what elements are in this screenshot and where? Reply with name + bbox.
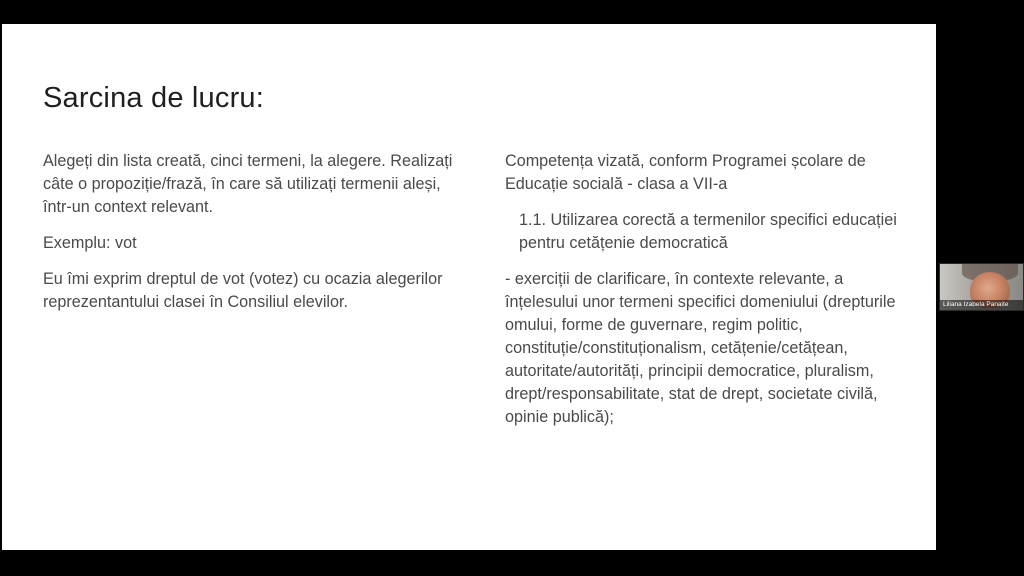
slide-title: Sarcina de lucru:: [43, 82, 265, 114]
activity-description: - exerciții de clarificare, în contexte relevante, a înțelesului unor termeni specifici domeniului (drepturile omului, forme de guvernare, regim politic, constituție/constituționalism, cetățenie/cetățean, autoritate/autorități, principii democratice, pluralism, drept/responsabilitate, stat de drept, societate civilă, opinie publică);: [505, 270, 896, 426]
example-label: Exemplu: vot: [43, 234, 137, 252]
participant-name-label: Liliana Izabela Panaite: [940, 300, 1023, 310]
slide-left-column: [43, 150, 463, 327]
participant-video-tile[interactable]: [939, 263, 1024, 311]
task-instructions: Alegeți din lista creată, cinci termeni, la alegere. Realizați câte o propoziție/frază, în care să utilizați termenii aleși, într-un context relevant.: [43, 152, 453, 216]
competence-intro: Competența vizată, conform Programei școlare de Educație socială - clasa a VII-a: [505, 152, 866, 193]
shared-slide: [2, 24, 936, 550]
slide-right-column: [505, 150, 905, 442]
example-sentence: Eu îmi exprim dreptul de vot (votez) cu ocazia alegerilor reprezentantului clasei în Consiliul elevilor.: [43, 270, 443, 311]
competence-statement: 1.1. Utilizarea corectă a termenilor specifici educației pentru cetățenie democratică: [519, 211, 897, 252]
